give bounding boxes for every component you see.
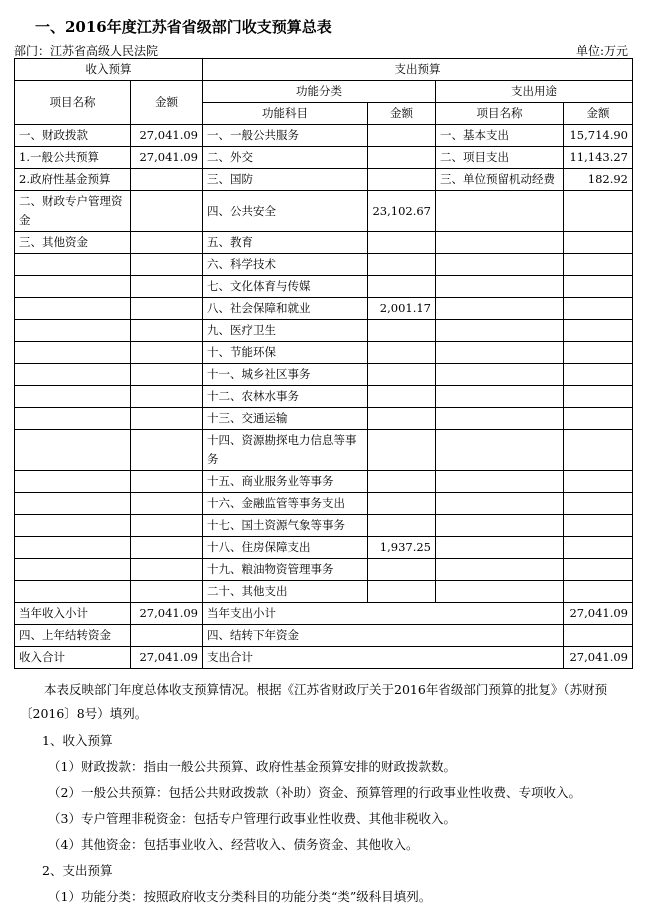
summary-income-label: 收入合计 [15, 647, 131, 669]
summary-income-label: 当年收入小计 [15, 603, 131, 625]
func-amount-cell [368, 386, 436, 408]
income-amount-cell [131, 254, 203, 276]
income-budget-header: 收入预算 [15, 59, 203, 81]
usage-amount-cell [564, 408, 633, 430]
income-item-cell [15, 430, 131, 471]
income-item-cell [15, 408, 131, 430]
table-row [15, 581, 633, 603]
notes-section-income: 1、收入预算 [42, 733, 113, 748]
income-item-cell [15, 471, 131, 493]
usage-amount-cell [564, 559, 633, 581]
page-title: 一、2016年度江苏省省级部门收支预算总表 [35, 18, 332, 36]
note-item: （3）专户管理非税资金：包括专户管理行政事业性收费、其他非税收入。 [48, 811, 456, 826]
usage-item-cell [436, 191, 564, 232]
usage-item-cell [436, 364, 564, 386]
func-amount-cell [368, 408, 436, 430]
income-amount-cell [131, 232, 203, 254]
func-subject-cell: 三、国防 [203, 169, 368, 191]
income-amount-cell [131, 320, 203, 342]
income-item-cell: 一、财政拨款 [15, 125, 131, 147]
budget-summary-table [14, 58, 633, 669]
usage-amount-cell: 11,143.27 [564, 147, 633, 169]
func-subject-cell: 十八、住房保障支出 [203, 537, 368, 559]
table-row [15, 471, 633, 493]
usage-item-cell [436, 232, 564, 254]
income-item-cell [15, 320, 131, 342]
func-amount-cell [368, 276, 436, 298]
usage-amount-cell [564, 581, 633, 603]
notes-section-expense: 2、支出预算 [42, 863, 113, 878]
summary-expense-label: 当年支出小计 [203, 603, 564, 625]
usage-item-cell [436, 493, 564, 515]
func-subject-cell: 十六、金融监管等事务支出 [203, 493, 368, 515]
table-row [15, 276, 633, 298]
table-row [15, 515, 633, 537]
table-row [15, 408, 633, 430]
income-amount-cell [131, 430, 203, 471]
table-row [15, 430, 633, 471]
income-amount-cell [131, 169, 203, 191]
usage-amount-cell [564, 254, 633, 276]
notes-intro: 本表反映部门年度总体收支预算情况。根据《江苏省财政厅关于2016年省级部门预算的批复》（苏财预〔2016〕8号）填列。 [20, 682, 608, 721]
usage-item-cell [436, 342, 564, 364]
usage-item-name-header: 项目名称 [436, 103, 564, 125]
usage-item-cell [436, 537, 564, 559]
func-amount-cell [368, 147, 436, 169]
func-amount-cell [368, 581, 436, 603]
summary-expense-label: 四、结转下年资金 [203, 625, 564, 647]
func-subject-cell: 十、节能环保 [203, 342, 368, 364]
usage-amount-cell [564, 386, 633, 408]
func-amount-cell [368, 471, 436, 493]
usage-item-cell [436, 408, 564, 430]
summary-row [15, 625, 633, 647]
income-item-cell [15, 342, 131, 364]
func-amount-cell [368, 493, 436, 515]
func-amount-cell [368, 320, 436, 342]
note-item: （2）一般公共预算：包括公共财政拨款（补助）资金、预算管理的行政事业性收费、专项收入。 [48, 785, 581, 800]
func-subject-cell: 十九、粮油物资管理事务 [203, 559, 368, 581]
income-amount-cell [131, 342, 203, 364]
func-amount-cell [368, 125, 436, 147]
func-amount-cell [368, 232, 436, 254]
usage-amount-header: 金额 [564, 103, 633, 125]
income-amount-header: 金额 [131, 81, 203, 125]
func-subject-cell: 十一、城乡社区事务 [203, 364, 368, 386]
usage-item-cell: 一、基本支出 [436, 125, 564, 147]
usage-item-cell [436, 581, 564, 603]
func-amount-cell [368, 430, 436, 471]
table-row [15, 386, 633, 408]
income-item-cell: 二、财政专户管理资金 [15, 191, 131, 232]
usage-amount-cell: 182.92 [564, 169, 633, 191]
func-amount-cell [368, 254, 436, 276]
usage-amount-cell [564, 537, 633, 559]
usage-item-cell [436, 276, 564, 298]
income-item-cell: 三、其他资金 [15, 232, 131, 254]
usage-item-cell [436, 559, 564, 581]
usage-header: 支出用途 [436, 81, 633, 103]
income-amount-cell [131, 493, 203, 515]
usage-item-cell [436, 320, 564, 342]
summary-expense-amount: 27,041.09 [564, 647, 633, 669]
table-row [15, 169, 633, 191]
usage-amount-cell: 15,714.90 [564, 125, 633, 147]
usage-amount-cell [564, 276, 633, 298]
income-amount-cell [131, 298, 203, 320]
func-amount-cell [368, 515, 436, 537]
usage-item-cell [436, 471, 564, 493]
note-item: （1）财政拨款：指由一般公共预算、政府性基金预算安排的财政拨款数。 [48, 759, 456, 774]
income-amount-cell: 27,041.09 [131, 125, 203, 147]
table-row [15, 537, 633, 559]
income-amount-cell [131, 386, 203, 408]
table-row [15, 191, 633, 232]
income-amount-cell [131, 471, 203, 493]
func-subject-cell: 九、医疗卫生 [203, 320, 368, 342]
func-subject-cell: 十五、商业服务业等事务 [203, 471, 368, 493]
func-subject-cell: 八、社会保障和就业 [203, 298, 368, 320]
func-subject-cell: 十四、资源勘探电力信息等事务 [203, 430, 368, 471]
table-row [15, 493, 633, 515]
summary-row [15, 603, 633, 625]
func-amount-cell [368, 342, 436, 364]
usage-item-cell: 二、项目支出 [436, 147, 564, 169]
func-amount-header: 金额 [368, 103, 436, 125]
income-amount-cell [131, 559, 203, 581]
usage-amount-cell [564, 232, 633, 254]
usage-item-cell [436, 254, 564, 276]
income-item-name-header: 项目名称 [15, 81, 131, 125]
functional-class-header: 功能分类 [203, 81, 436, 103]
summary-income-amount [131, 625, 203, 647]
usage-amount-cell [564, 191, 633, 232]
income-amount-cell [131, 191, 203, 232]
func-amount-cell [368, 364, 436, 386]
table-row [15, 254, 633, 276]
income-item-cell: 2.政府性基金预算 [15, 169, 131, 191]
summary-income-amount: 27,041.09 [131, 603, 203, 625]
note-item: （4）其他资金：包括事业收入、经营收入、债务资金、其他收入。 [48, 837, 419, 852]
income-item-cell [15, 559, 131, 581]
usage-item-cell [436, 515, 564, 537]
income-item-cell [15, 493, 131, 515]
income-item-cell [15, 515, 131, 537]
func-subject-cell: 十七、国土资源气象等事务 [203, 515, 368, 537]
usage-amount-cell [564, 471, 633, 493]
notes-section [20, 678, 630, 910]
func-amount-cell: 23,102.67 [368, 191, 436, 232]
income-item-cell [15, 581, 131, 603]
income-amount-cell [131, 537, 203, 559]
func-amount-cell: 1,937.25 [368, 537, 436, 559]
table-row [15, 342, 633, 364]
income-item-cell [15, 386, 131, 408]
expense-budget-header: 支出预算 [203, 59, 633, 81]
func-amount-cell [368, 559, 436, 581]
summary-expense-amount [564, 625, 633, 647]
usage-amount-cell [564, 430, 633, 471]
usage-item-cell [436, 386, 564, 408]
unit-label: 单位:万元 [575, 44, 628, 58]
usage-amount-cell [564, 515, 633, 537]
income-amount-cell [131, 276, 203, 298]
income-amount-cell [131, 515, 203, 537]
department-label: 部门：江苏省高级人民法院 [14, 44, 159, 58]
func-amount-cell: 2,001.17 [368, 298, 436, 320]
table-row [15, 364, 633, 386]
summary-income-amount: 27,041.09 [131, 647, 203, 669]
func-subject-cell: 四、公共安全 [203, 191, 368, 232]
usage-amount-cell [564, 298, 633, 320]
table-row [15, 320, 633, 342]
summary-income-label: 四、上年结转资金 [15, 625, 131, 647]
income-item-cell [15, 364, 131, 386]
income-item-cell [15, 537, 131, 559]
income-item-cell [15, 254, 131, 276]
income-amount-cell: 27,041.09 [131, 147, 203, 169]
table-row [15, 232, 633, 254]
func-subject-cell: 一、一般公共服务 [203, 125, 368, 147]
income-item-cell [15, 276, 131, 298]
func-subject-cell: 六、科学技术 [203, 254, 368, 276]
usage-amount-cell [564, 364, 633, 386]
func-subject-cell: 五、教育 [203, 232, 368, 254]
usage-amount-cell [564, 342, 633, 364]
income-amount-cell [131, 408, 203, 430]
func-subject-header: 功能科目 [203, 103, 368, 125]
table-row [15, 147, 633, 169]
header-row-2 [15, 81, 633, 103]
table-row [15, 559, 633, 581]
table-row [15, 125, 633, 147]
income-item-cell: 1.一般公共预算 [15, 147, 131, 169]
table-row [15, 298, 633, 320]
usage-amount-cell [564, 493, 633, 515]
income-amount-cell [131, 581, 203, 603]
usage-amount-cell [564, 320, 633, 342]
usage-item-cell [436, 298, 564, 320]
func-amount-cell [368, 169, 436, 191]
summary-expense-amount: 27,041.09 [564, 603, 633, 625]
note-item: （1）功能分类：按照政府收支分类科目的功能分类“类”级科目填列。 [48, 889, 432, 904]
header-row-1 [15, 59, 633, 81]
income-item-cell [15, 298, 131, 320]
func-subject-cell: 二十、其他支出 [203, 581, 368, 603]
func-subject-cell: 七、文化体育与传媒 [203, 276, 368, 298]
summary-expense-label: 支出合计 [203, 647, 564, 669]
func-subject-cell: 十二、农林水事务 [203, 386, 368, 408]
usage-item-cell: 三、单位预留机动经费 [436, 169, 564, 191]
func-subject-cell: 二、外交 [203, 147, 368, 169]
summary-row [15, 647, 633, 669]
usage-item-cell [436, 430, 564, 471]
income-amount-cell [131, 364, 203, 386]
func-subject-cell: 十三、交通运输 [203, 408, 368, 430]
